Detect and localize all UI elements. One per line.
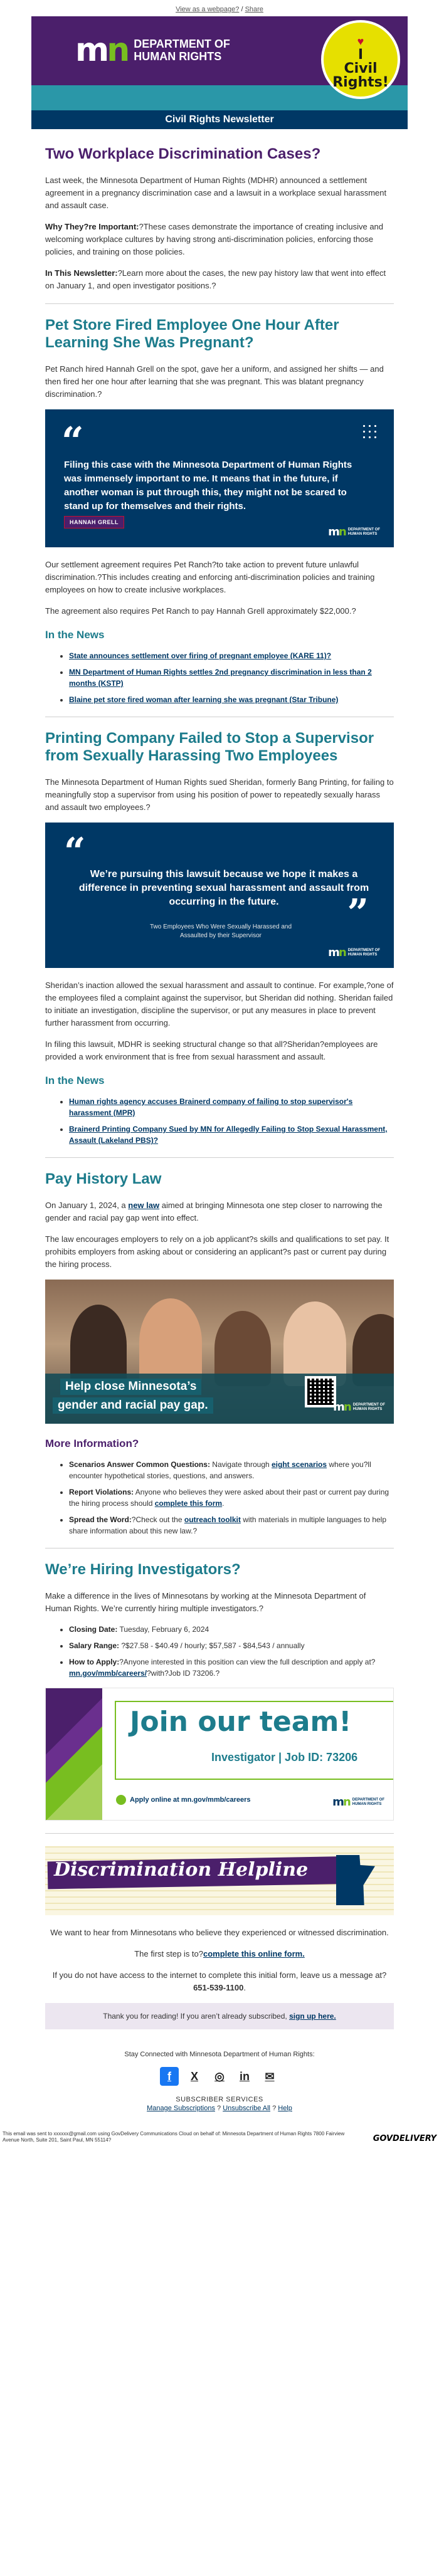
x-icon[interactable]: X [190,2069,198,2083]
mdhr-logo[interactable] [75,31,230,69]
thanks-box: Thank you for reading! If you aren’t already subscribed, sign up here. [45,2003,394,2029]
footer [0,2029,439,2143]
quote-close-icon: ” [347,891,369,935]
helpline-phone[interactable]: 651-539-1100 [193,1983,244,1992]
quote-mark-icon: “ [61,418,84,464]
banner-caption-line2: gender and racial pay gap. [53,1397,213,1414]
mdhr-mini-logo: mn DEPARTMENT OF HUMAN RIGHTS [333,1401,385,1414]
badge-line3: Rights! [332,75,389,90]
section2-p3: The agreement also requires Pet Ranch to pay Hannah Grell approximately $22,000.? [45,606,356,616]
list-item: • Closing Date: Tuesday, February 6, 2024 [69,1624,394,1635]
sign-up-link[interactable]: sign up here. [289,2012,336,2021]
section1-in-this: In This Newsletter:?Learn more about the cases, the new pay history law that went into effect on January 1, and open investigator positions.? [45,268,386,290]
list-item [69,650,394,661]
job-id-label: Investigator | Job ID: 73206 [211,1751,358,1764]
view-as-webpage-link[interactable]: View as a webpage? [176,6,240,13]
section4-p2: The law encourages employers to rely on a job applicant?s skills and qualifications to set pay. It prohibits employers from asking about or considering an applicant?s past or current pay during the hiring process. [45,1234,389,1269]
banner-caption-line1: Help close Minnesota’s [60,1379,201,1395]
join-title: Join our team! [130,1706,352,1738]
civil-rights-badge [321,20,400,99]
top-separator: / [239,6,245,13]
linkedin-icon[interactable]: in [240,2069,250,2083]
section4-p1: On January 1, 2024, a new law aimed at bringing Minnesota one step closer to narrowing the gender and racial pay gap went into effect. [45,1201,383,1222]
divider [45,1157,394,1158]
list-item: • Report Violations: Anyone who believes they were asked about their past or current pay during the hiring process should complete this form. [69,1486,394,1509]
divider [45,1833,394,1834]
section1-title: Two Workplace Discrimination Cases? [45,145,321,162]
mn-logo-mark: mn [75,31,128,69]
helpline-p3: If you do not have access to the internet to complete this initial form, leave us a message at?651-539-1100. [52,1970,387,1992]
news-link[interactable]: Brainerd Printing Company Sued by MN for Allegedly Failing to Stop Sexual Harassment, Assault (Lakeland PBS)? [69,1125,388,1145]
list-item: • Scenarios Answer Common Questions: Navigate through eight scenarios where you?ll encounter hypothetical stories, questions, and answers. [69,1459,394,1481]
section3-title: Printing Company Failed to Stop a Supervisor from Sexually Harassing Two Employees [45,730,374,764]
govdelivery-logo[interactable]: GOVDELIVERY [373,2134,436,2143]
section2-news-list [69,650,394,705]
unsubscribe-link[interactable]: Unsubscribe All [223,2105,271,2112]
outreach-toolkit-link[interactable]: outreach toolkit [184,1515,241,1524]
news-link[interactable]: Blaine pet store fired woman after learning she was pregnant (Star Tribune) [69,695,339,704]
email-icon[interactable]: ✉ [265,2069,275,2083]
complete-form-link[interactable]: complete this form [154,1499,223,1508]
fine-print: This email was sent to xxxxxx@gmail.com using GovDelivery Communications Cloud on behalf of: Minnesota Department of Human Rights 7800 Fairview Avenue North, Suite 201, Saint Paul, MN 55114? [3,2131,345,2143]
pay-gap-banner-image [45,1280,394,1424]
section2-p1: Pet Ranch hired Hannah Grell on the spot, gave her a uniform, and assigned her shifts — and then fired her one hour after learning that she was pregnant. This was blatant pregnancy discrimination.? [45,364,384,399]
manage-subscriptions-link[interactable]: Manage Subscriptions [147,2105,215,2112]
section2-news-title: In the News [45,629,105,641]
subscriber-services-label: SUBSCRIBER SERVICES [176,2096,263,2103]
section3-news-list [69,1096,394,1146]
badge-line2: Civil [344,61,378,76]
more-info-title: More Information? [45,1438,139,1449]
qr-code-icon [305,1376,336,1407]
news-link[interactable]: State announces settlement over firing of pregnant employee (KARE 11)? [69,651,332,660]
social-links [0,2067,439,2086]
hannah-quote: Filing this case with the Minnesota Department of Human Rights was immensely important to me. It means that in the future, if another woman is put through this, they might not be scared to stand up for themselves and their rights. [64,460,352,512]
dept-line2: HUMAN RIGHTS [134,50,222,63]
helpline-p1: We want to hear from Minnesotans who believe they experienced or witnessed discrimination. [50,1928,389,1937]
pointer-icon [116,1795,126,1805]
section2-title: Pet Store Fired Employee One Hour After Learning She Was Pregnant? [45,317,339,351]
main-content [31,129,408,2029]
help-link[interactable]: Help [278,2105,292,2112]
section3-p3: In filing this lawsuit, MDHR is seeking structural change so that all?Sheridan?employees are provided a work environment that is free from sexual harassment and assault. [45,1039,378,1061]
section5-title: We’re Hiring Investigators? [45,1561,241,1578]
quote-open-icon: “ [64,830,86,874]
mdhr-mini-logo: mn DEPARTMENT OF HUMAN RIGHTS [328,946,380,959]
careers-link[interactable]: mn.gov/mmb/careers/ [69,1669,147,1678]
share-link[interactable]: Share [245,6,263,13]
section2-p2: Our settlement agreement requires Pet Ranch?to take action to prevent future unlawful discrimination.?This includes creating and enforcing anti-discrimination policies and training employees on how to create inclusive workplaces. [45,560,375,594]
hiring-details-list [69,1624,394,1679]
dot-grid-decoration [361,423,378,439]
news-link[interactable]: MN Department of Human Rights settles 2nd pregnancy discrimination in less than 2 months (KSTP) [69,668,372,688]
list-item: • How to Apply:?Anyone interested in this position can view the full description and apply at?mn.gov/mmb/careers/?with?Job ID 73206.? [69,1656,394,1679]
news-link[interactable]: Human rights agency accuses Brainerd company of failing to stop supervisor's harassment (MPR) [69,1097,353,1117]
mdhr-mini-logo: mn DEPARTMENT OF HUMAN RIGHTS [332,1795,384,1809]
list-item: • Spread the Word:?Check out the outreach toolkit with materials in multiple languages to help share information about this new law.? [69,1514,394,1537]
list-item [69,666,394,689]
list-item [69,1096,394,1118]
badge-line1: I [357,47,364,63]
join-our-team-card[interactable] [45,1688,394,1821]
helpline-title: Discrimination Helpline [54,1859,309,1881]
apply-online-label: Apply online at mn.gov/mmb/careers [116,1795,251,1805]
mdhr-mini-logo: mn DEPARTMENT OF HUMAN RIGHTS [328,525,380,539]
subscriber-links: Manage Subscriptions ? Unsubscribe All ? Help [147,2105,292,2112]
employees-quote-attribution: Two Employees Who Were Sexually Harassed and Assaulted by their Supervisor [149,923,292,939]
stay-connected-text: Stay Connected with Minnesota Department of Human Rights: [124,2051,315,2058]
heart-icon: ♥ [357,35,364,48]
eight-scenarios-link[interactable]: eight scenarios [272,1460,327,1469]
dept-line1: DEPARTMENT OF [134,38,230,50]
geometric-decoration [46,1688,102,1821]
list-item [69,694,394,705]
list-item: • Salary Range: ?$27.58 - $40.49 / hourly; $57,587 - $84,543 / annually [69,1640,394,1651]
list-item [69,1123,394,1146]
more-info-list [69,1459,394,1537]
section3-news-title: In the News [45,1075,105,1086]
divider [45,303,394,304]
hannah-quote-card [45,409,394,547]
header-banner [31,16,408,129]
discrimination-helpline-banner [45,1846,394,1915]
new-law-link[interactable]: new law [128,1201,160,1210]
section3-p1: The Minnesota Department of Human Rights sued Sheridan, formerly Bang Printing, for failing to meaningfully stop a supervisor from using his position of power to repeatedly sexually harass and assault two employees.? [45,777,394,812]
instagram-icon[interactable]: ◎ [214,2069,225,2083]
person-figure [139,1298,202,1386]
employees-quote-card [45,823,394,968]
helpline-p2: The first step is to?complete this online form. [134,1949,305,1958]
newsletter-title: Civil Rights Newsletter [31,110,408,129]
facebook-icon[interactable]: f [160,2067,179,2086]
hannah-name-tag: HANNAH GRELL [64,516,124,528]
section3-p2: Sheridan’s inaction allowed the sexual harassment and assault to continue. For example,?one of the employees filed a complaint against the supervisor, but Sheridan did nothing. Sheridan failed to initiate an investigation, discipline the supervisor, or put any measures in place to prevent further harassment from occurring. [45,980,394,1028]
helpline-form-link[interactable]: complete this online form. [203,1949,305,1958]
footer-bottom [0,2131,439,2143]
section1-intro: Last week, the Minnesota Department of Human Rights (MDHR) announced a settlement agreement in a pregnancy discrimination case and a lawsuit in a workplace sexual harassment and assault case. [45,176,387,210]
employees-quote: We’re pursuing this lawsuit because we hope it makes a difference in preventing sexual harassment and assault from occurring in the future. [78,869,369,907]
section4-title: Pay History Law [45,1170,162,1187]
top-bar [0,0,439,16]
email-container [31,16,408,2029]
section1-why: Why They?re Important:?These cases demonstrate the importance of creating inclusive and welcoming workplace cultures by having strong anti-discrimination policies, enforcing those policies, and training on those policies. [45,222,384,256]
section5-p1: Make a difference in the lives of Minnesotans by working at the Minnesota Department of Human Rights. We’re currently hiring multiple investigators.? [45,1591,366,1613]
